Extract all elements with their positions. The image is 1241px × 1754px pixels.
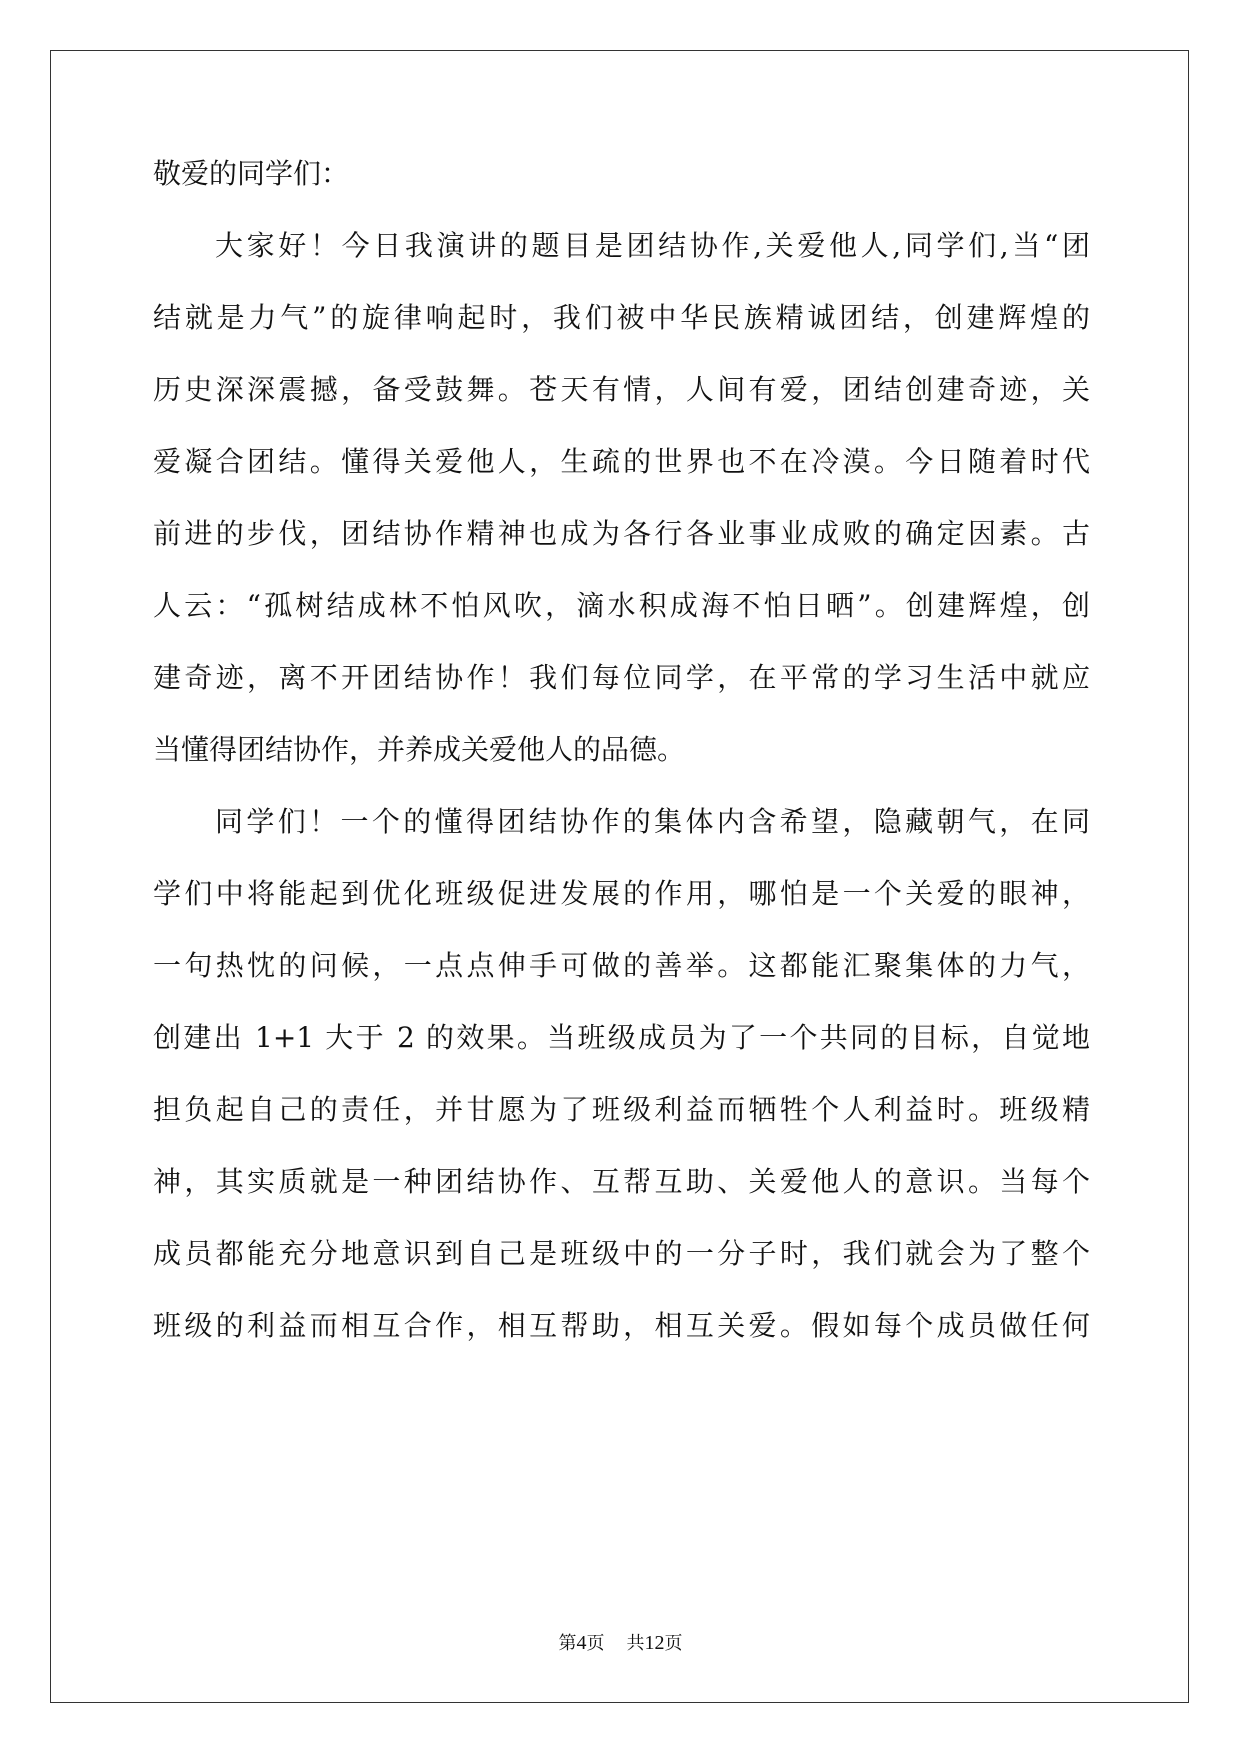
paragraph-2-line-3: 一句热忱的问候，一点点伸手可做的善举。这都能汇聚集体的力气，: [153, 949, 1090, 982]
paragraph-2-line-2: 学们中将能起到优化班级促进发展的作用，哪怕是一个关爱的眼神，: [153, 877, 1090, 910]
paragraph-1-line-3: 历史深深震撼，备受鼓舞。苍天有情，人间有爱，团结创建奇迹，关: [153, 373, 1090, 406]
page-footer: [0, 1633, 1241, 1654]
total-prefix: 共: [626, 1633, 645, 1654]
paragraph-2-line-1: 同学们！一个的懂得团结协作的集体内含希望，隐藏朝气，在同: [215, 805, 1090, 838]
total-pages: 12: [644, 1632, 665, 1654]
paragraph-1-line-7: 建奇迹，离不开团结协作！我们每位同学，在平常的学习生活中就应: [153, 661, 1090, 694]
paragraph-2-line-8: 班级的利益而相互合作，相互帮助，相互关爱。假如每个成员做任何: [153, 1309, 1090, 1342]
paragraph-1-line-2: 结就是力气”的旋律响起时，我们被中华民族精诚团结，创建辉煌的: [153, 301, 1090, 334]
paragraph-2-line-4: 创建出 1+1 大于 2 的效果。当班级成员为了一个共同的目标，自觉地: [153, 1021, 1090, 1054]
page-number: 4: [576, 1632, 587, 1654]
salutation: 敬爱的同学们：: [153, 157, 350, 190]
page-prefix: 第: [558, 1633, 577, 1654]
paragraph-2-line-7: 成员都能充分地意识到自己是班级中的一分子时，我们就会为了整个: [153, 1237, 1090, 1270]
total-suffix: 页: [664, 1633, 683, 1654]
paragraph-1-line-1: 大家好！今日我演讲的题目是团结协作,关爱他人,同学们,当“团: [215, 229, 1090, 262]
page-suffix: 页: [586, 1633, 605, 1654]
paragraph-2-line-5: 担负起自己的责任，并甘愿为了班级利益而牺牲个人利益时。班级精: [153, 1093, 1090, 1126]
paragraph-1-line-5: 前进的步伐，团结协作精神也成为各行各业事业成败的确定因素。古: [153, 517, 1090, 550]
paragraph-1-line-6: 人云：“孤树结成林不怕风吹，滴水积成海不怕日晒”。创建辉煌，创: [153, 589, 1090, 622]
paragraph-2-line-6: 神，其实质就是一种团结协作、互帮互助、关爱他人的意识。当每个: [153, 1165, 1090, 1198]
paragraph-1-line-4: 爱凝合团结。懂得关爱他人，生疏的世界也不在冷漠。今日随着时代: [153, 445, 1090, 478]
paragraph-1-line-8: 当懂得团结协作，并养成关爱他人的品德。: [153, 733, 686, 766]
